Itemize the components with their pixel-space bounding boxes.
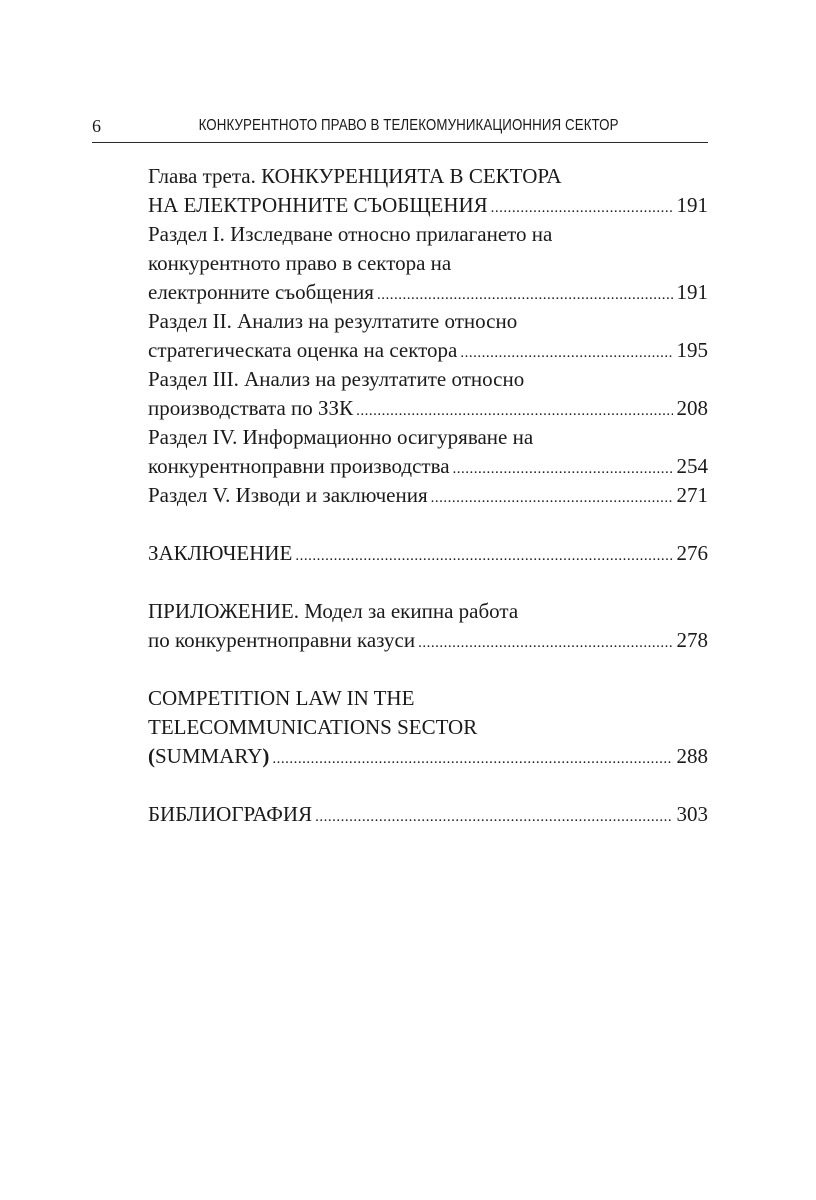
toc-entry-conclusion[interactable] [148,539,708,568]
open-parenthesis: ( [148,744,155,768]
toc-line [148,278,708,307]
toc-entry-section-four[interactable] [148,423,708,481]
toc-entry-summary[interactable] [148,684,708,771]
toc-line [148,191,708,220]
toc-entry-text: конкурентноправни производства [148,454,450,478]
toc-line [148,423,708,452]
toc-entry-section-two[interactable] [148,307,708,365]
dot-leader [491,194,673,223]
toc-line [148,249,708,278]
toc-line [148,220,708,249]
toc-page-number: 191 [676,193,708,217]
toc-line [148,336,708,365]
toc-line [148,539,708,568]
toc-entry-text: стратегическата оценка на сектора [148,338,458,362]
dot-leader [272,745,672,774]
toc-entry-chapter-three[interactable] [148,162,708,220]
toc-page-number: 288 [676,744,708,768]
dot-leader [377,281,673,310]
toc-entry-text: производствата по ЗЗК [148,396,354,420]
toc-entry-section-three[interactable] [148,365,708,423]
dot-leader [431,484,673,513]
toc-entry-text: Раздел V. Изводи и заключения [148,483,428,507]
dot-leader [453,455,673,484]
toc-page-number: 271 [676,483,708,507]
toc-line [148,307,708,336]
toc-page-number: 208 [676,396,708,420]
toc-entry-text: Раздел I. Изследване относно прилагането на [148,222,553,246]
running-header [92,112,708,143]
toc-line [148,481,708,510]
toc-entry-section-five[interactable] [148,481,708,510]
toc-entry-text: Раздел IV. Информационно осигуряване на [148,425,534,449]
toc-entry-section-one[interactable] [148,220,708,307]
toc-line [148,800,708,829]
toc-line [148,713,708,742]
dot-leader [295,542,672,571]
close-parenthesis: ) [262,744,270,768]
table-of-contents [148,162,708,829]
toc-page-number: 254 [676,454,708,478]
toc-entry-text: COMPETITION LAW IN THE [148,686,415,710]
toc-line [148,452,708,481]
toc-entry-text: Глава трета. КОНКУРЕНЦИЯТА В СЕКТОРА [148,164,562,188]
toc-page-number: 191 [676,280,708,304]
toc-entry-text: TELECOMMUNICATIONS SECTOR [148,715,478,739]
toc-entry-text: по конкурентноправни казуси [148,628,416,652]
dot-leader [418,629,672,658]
toc-entry-text: конкурентното право в сектора на [148,251,452,275]
page-number: 6 [92,116,101,136]
toc-entry-text: Раздел II. Анализ на резултатите относно [148,309,518,333]
toc-page-number: 303 [676,802,708,826]
summary-label: SUMMARY [155,744,263,768]
toc-entry-text: НА ЕЛЕКТРОННИТЕ СЪОБЩЕНИЯ [148,193,488,217]
toc-entry-text [148,742,269,771]
toc-line [148,394,708,423]
toc-page-number: 278 [676,628,708,652]
toc-page-number: 195 [676,338,708,362]
toc-line [148,597,708,626]
toc-entry-text: електронните съобщения [148,280,374,304]
toc-entry-bibliography[interactable] [148,800,708,829]
toc-line [148,742,708,771]
toc-line [148,626,708,655]
toc-entry-text: БИБЛИОГРАФИЯ [148,802,313,826]
toc-entry-appendix[interactable] [148,597,708,655]
toc-entry-text: Раздел III. Анализ на резултатите относно [148,367,525,391]
dot-leader [356,397,672,426]
toc-page-number: 276 [676,541,708,565]
toc-line [148,684,708,713]
running-header-title: КОНКУРЕНТНОТО ПРАВО В ТЕЛЕКОМУНИКАЦИОННИЯ СЕКТОР [198,117,619,134]
dot-leader [315,803,672,832]
toc-entry-text: ПРИЛОЖЕНИЕ. Модел за екипна работа [148,599,519,623]
toc-entry-text: ЗАКЛЮЧЕНИЕ [148,541,293,565]
toc-line [148,365,708,394]
toc-line [148,162,708,191]
dot-leader [460,339,672,368]
